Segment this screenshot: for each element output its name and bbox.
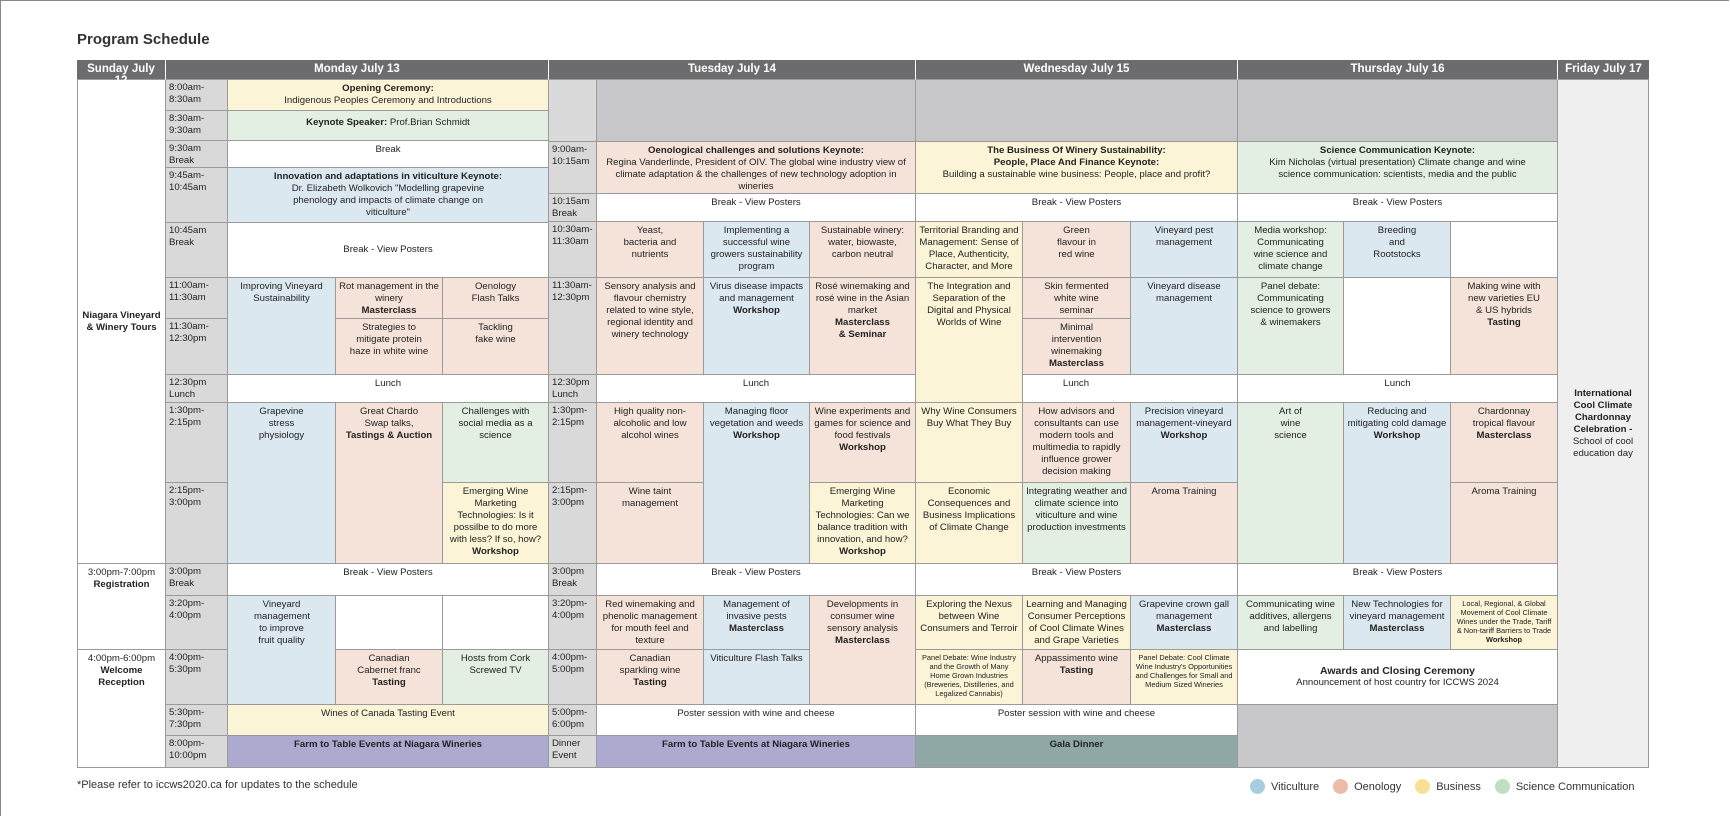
wed-business-keynote (916, 142, 1238, 194)
mon-grapevine-stress: Grapevine stress physiology (228, 403, 336, 564)
lrg-type: Workshop (1486, 635, 1522, 644)
friday-celebration (1558, 80, 1649, 768)
mon-great-chardo (336, 403, 443, 564)
mon-innovation-keynote (228, 168, 549, 223)
thu-aroma-training: Aroma Training (1451, 483, 1558, 564)
wed-aroma-training: Aroma Training (1131, 483, 1238, 564)
mon-time: 3:00pm Break (166, 564, 228, 596)
sunday-registration (77, 564, 166, 650)
page-title: Program Schedule (77, 31, 210, 48)
header-thursday: Thursday July 16 (1238, 60, 1558, 80)
mon-break: Break (228, 141, 549, 168)
tue-time: 10:15am Break (549, 194, 597, 222)
minimal-label: Minimal intervention winemaking (1051, 322, 1102, 357)
legend-label: Science Communication (1515, 780, 1635, 793)
pests-type: Masterclass (729, 623, 784, 634)
developments-label: Developments in consumer wine sensory analysis (826, 599, 899, 634)
mon-farm-to-table: Farm to Table Events at Niagara Wineries (228, 736, 549, 768)
wed-panel-debate-1: Panel Debate: Wine Industry and the Growth of Many Home Grown Industries (Breweries, Distilleries, and Legalized Cannabis) (916, 650, 1023, 705)
appassimento-type: Tasting (1059, 665, 1094, 676)
legend-item (1415, 779, 1481, 794)
chardo-type: Tastings & Auction (345, 430, 433, 441)
tue-emerging-label: Emerging Wine Marketing Technologies: Can we balance tradition with innovation, and how? (815, 486, 910, 545)
wed-empty (916, 80, 1238, 142)
tue-time: 11:30am-12:30pm (549, 278, 597, 375)
mon-time: 9:30am Break (166, 141, 228, 168)
rose-label: Rosé winemaking and rosé wine in the Asian market (815, 281, 910, 316)
mon-time: 1:30pm-2:15pm (166, 403, 228, 483)
tue-time: Dinner Event (549, 736, 597, 768)
tue-viticulture-flash: Viticulture Flash Talks (704, 650, 810, 705)
legend-swatch (1250, 779, 1265, 794)
wed-break-posters: Break - View Posters (916, 194, 1238, 222)
mon-break-posters-label: Break - View Posters (343, 244, 433, 255)
thu-making-wine (1451, 278, 1558, 375)
minimal-type: Masterclass (1049, 358, 1104, 369)
business-title-1: The Business Of Winery Sustainability: (987, 145, 1166, 156)
mon-time: 10:45am Break (166, 223, 228, 278)
keynote-speaker: Prof.Brian Schmidt (389, 117, 470, 128)
mon-break-posters (228, 223, 549, 278)
mon-time: 9:45am-10:45am (166, 168, 228, 223)
wed-economic-consequences: Economic Consequences and Business Implications of Climate Change (916, 483, 1023, 564)
wed-how-advisors: How advisors and consultants can use modern tools and multimedia to rapidly influence grower decision making (1023, 403, 1131, 483)
business-title-2: People, Place And Finance Keynote: (993, 157, 1160, 168)
thu-new-technologies (1344, 596, 1451, 650)
new-tech-label: New Technologies for vineyard management (1349, 599, 1445, 622)
tue-emerging-type: Workshop (839, 546, 886, 557)
mon-time: 8:00pm-10:00pm (166, 736, 228, 768)
tue-consumer-sensory (810, 596, 916, 705)
opening-subtitle: Indigenous Peoples Ceremony and Introductions (284, 95, 492, 106)
thu-cold-damage (1344, 403, 1451, 564)
tue-red-winemaking: Red winemaking and phenolic management for mouth feel and texture (597, 596, 704, 650)
footnote: *Please refer to iccws2020.ca for updates to the schedule (77, 779, 358, 791)
experiments-label: Wine experiments and games for science and food festivals (814, 406, 911, 441)
tue-implementing-sustainability: Implementing a successful wine growers sustainability program (704, 222, 810, 278)
rot-label: Rot management in the winery (339, 281, 439, 304)
thu-local-regional-global (1451, 596, 1558, 650)
legend-label: Business (1436, 780, 1481, 793)
mon-time: 3:20pm-4:00pm (166, 596, 228, 650)
tue-time: 1:30pm-2:15pm (549, 403, 597, 483)
mon-time: 12:30pm Lunch (166, 375, 228, 403)
tue-time-blank (549, 80, 597, 142)
precision-label: Precision vineyard management-vineyard (1136, 406, 1232, 429)
sparkling-type: Tasting (633, 677, 667, 688)
innovation-title: Innovation and adaptations in viticulture Keynote: (273, 171, 503, 182)
ccf-type: Tasting (372, 677, 406, 688)
wed-crown-gall (1131, 596, 1238, 650)
mon-lunch: Lunch (228, 375, 549, 403)
schedule-grid (77, 60, 1649, 768)
mon-time: 5:30pm-7:30pm (166, 705, 228, 736)
tue-sensory-analysis: Sensory analysis and flavour chemistry related to wine style, regional identity and winery technology (597, 278, 704, 375)
wed-vineyard-pest: Vineyard pest management (1131, 222, 1238, 278)
tue-wine-experiments (810, 403, 916, 483)
virus-type: Workshop (733, 305, 780, 316)
thu-breeding-rootstocks: Breeding and Rootstocks (1344, 222, 1451, 278)
experiments-type: Workshop (839, 442, 886, 453)
oenological-subtitle: Regina Vanderlinde, President of OIV. The global wine industry view of climate adaptation & the challenges of new technology adoption in wineries (606, 157, 906, 192)
ccf-label: Canadian Cabernet franc (357, 653, 421, 676)
legend-item (1333, 779, 1401, 794)
tue-farm-to-table: Farm to Table Events at Niagara Wineries (597, 736, 916, 768)
wed-panel-debate-2: Panel Debate: Cool Climate Wine Industry's Opportunities and Challenges for Small and Medium Sized Wineries (1131, 650, 1238, 705)
new-tech-type: Masterclass (1369, 623, 1425, 634)
tue-rose-winemaking (810, 278, 916, 375)
mon-strategies-protein: Strategies to mitigate protein haze in white wine (336, 319, 443, 375)
keynote-label: Keynote Speaker: (306, 117, 388, 128)
thu-chardonnay-tropical (1451, 403, 1558, 483)
wed-exploring-nexus: Exploring the Nexus between Wine Consumers and Terroir (916, 596, 1023, 650)
tue-yeast-bacteria: Yeast, bacteria and nutrients (597, 222, 704, 278)
cold-damage-label: Reducing and mitigating cold damage (1347, 406, 1447, 429)
thu-empty (1238, 80, 1558, 142)
wed-minimal-intervention (1023, 319, 1131, 375)
awards-title: Awards and Closing Ceremony (1319, 665, 1475, 677)
tue-time: 3:00pm Break (549, 564, 597, 596)
tue-empty (597, 80, 916, 142)
crown-gall-label: Grapevine crown gall management (1138, 599, 1230, 622)
mon-time: 8:30am-9:30am (166, 111, 228, 141)
wed-appassimento (1023, 650, 1131, 705)
tue-time: 10:30am-11:30am (549, 222, 597, 278)
opening-title: Opening Ceremony: (342, 83, 434, 94)
legend (1250, 779, 1634, 794)
mon-wines-of-canada: Wines of Canada Tasting Event (228, 705, 549, 736)
mon-cabernet-franc (336, 650, 443, 705)
legend-swatch (1415, 779, 1430, 794)
tue-wine-taint: Wine taint management (597, 483, 704, 564)
header-friday: Friday July 17 (1558, 60, 1649, 80)
thu-art-of-wine-science: Art of wine science (1238, 403, 1344, 564)
wed-integrating-weather: Integrating weather and climate science into viticulture and wine production investments (1023, 483, 1131, 564)
tue-time: 4:00pm-5:00pm (549, 650, 597, 705)
legend-label: Oenology (1354, 780, 1402, 793)
thu-break-posters: Break - View Posters (1238, 194, 1558, 222)
registration-time: 3:00pm-7:00pm (87, 567, 156, 578)
tue-time: 5:00pm-6:00pm (549, 705, 597, 736)
thu-empty-evening (1238, 705, 1558, 768)
thu-awards-closing (1238, 650, 1558, 705)
science-title: Science Communication Keynote: (1319, 145, 1476, 156)
mon-opening-ceremony (228, 80, 549, 111)
legend-swatch (1333, 779, 1348, 794)
crown-gall-type: Masterclass (1156, 623, 1212, 634)
mon-improving-vineyard: Improving Vineyard Sustainability (228, 278, 336, 375)
tue-poster-session: Poster session with wine and cheese (597, 705, 916, 736)
tue-lunch: Lunch (597, 375, 916, 403)
rose-type: Masterclass & Seminar (835, 317, 890, 340)
thu-science-keynote (1238, 142, 1558, 194)
mon-time: 8:00am-8:30am (166, 80, 228, 111)
chardonnay-label: Chardonnay tropical flavour (1472, 406, 1536, 429)
awards-subtitle: Announcement of host country for ICCWS 2024 (1296, 677, 1499, 688)
wed-skin-fermented: Skin fermented white wine seminar (1023, 278, 1131, 319)
tue-virus-disease (704, 278, 810, 375)
sunday-tours-label: Niagara Vineyard & Winery Tours (82, 309, 161, 333)
wed-break-posters-2: Break - View Posters (916, 564, 1238, 596)
mon-time: 11:30am-12:30pm (166, 319, 228, 375)
making-wine-label: Making wine with new varieties EU & US hybrids (1467, 281, 1541, 316)
mon-hosts-corkscrewed: Hosts from Cork Screwed TV (443, 650, 549, 705)
floor-label: Managing floor vegetation and weeds (709, 406, 804, 429)
sunday-tours (77, 80, 166, 564)
wed-precision-vineyard (1131, 403, 1238, 483)
tue-time: 2:15pm-3:00pm (549, 483, 597, 564)
wed-gala-dinner: Gala Dinner (916, 736, 1238, 768)
tue-sustainable-winery: Sustainable winery: water, biowaste, carbon neutral (810, 222, 916, 278)
innovation-subtitle: Dr. Elizabeth Wolkovich "Modelling grapevine phenology and impacts of climate change on viticulture" (291, 183, 485, 218)
mon-tackling-fake: Tackling fake wine (443, 319, 549, 375)
mon-rot-management (336, 278, 443, 319)
tue-break-posters: Break - View Posters (597, 194, 916, 222)
thu-lunch: Lunch (1238, 375, 1558, 403)
mon-time: 4:00pm-5:30pm (166, 650, 228, 705)
wed-green-flavour: Green flavour in red wine (1023, 222, 1131, 278)
virus-label: Virus disease impacts and management (709, 281, 804, 304)
thu-media-workshop: Media workshop: Communicating wine science and climate change (1238, 222, 1344, 278)
legend-label: Viticulture (1271, 780, 1320, 793)
precision-type: Workshop (1160, 430, 1208, 441)
sparkling-label: Canadian sparkling wine (619, 653, 681, 676)
header-sunday: Sunday July (77, 60, 166, 80)
emerging-type: Workshop (472, 546, 519, 557)
sunday-welcome (77, 650, 166, 768)
welcome-label: Welcome Reception (98, 665, 145, 688)
header-wednesday: Wednesday July 15 (916, 60, 1238, 80)
wed-vineyard-disease: Vineyard disease management (1131, 278, 1238, 375)
rot-type: Masterclass (361, 305, 417, 316)
tue-time: 12:30pm Lunch (549, 375, 597, 403)
mon-time: 11:00am-11:30am (166, 278, 228, 319)
business-subtitle: Building a sustainable wine business: People, place and profit? (942, 169, 1211, 180)
thu-communicating-additives: Communicating wine additives, allergens and labelling (1238, 596, 1344, 650)
mon-vineyard-management: Vineyard management to improve fruit quality (228, 596, 336, 705)
chardonnay-type: Masterclass (1476, 430, 1532, 441)
mon-break-posters-2: Break - View Posters (228, 564, 549, 596)
pests-label: Management of invasive pests (723, 599, 790, 622)
thu-break-posters-2: Break - View Posters (1238, 564, 1558, 596)
tue-managing-floor (704, 403, 810, 564)
mon-emerging-marketing (443, 483, 549, 564)
mon-time: 2:15pm-3:00pm (166, 483, 228, 564)
floor-type: Workshop (733, 430, 780, 441)
mon-keynote-speaker (228, 111, 549, 141)
registration-label: Registration (93, 579, 150, 590)
wed-learning-managing: Learning and Managing Consumer Perceptions of Cool Climate Wines and Grape Varieties (1023, 596, 1131, 650)
appassimento-label: Appassimento wine (1034, 653, 1119, 664)
making-wine-type: Tasting (1487, 317, 1521, 328)
science-subtitle: Kim Nicholas (virtual presentation) Climate change and wine science communication: scientists, media and the public (1269, 157, 1526, 180)
mon-oenology-flash: Oenology Flash Talks (443, 278, 549, 319)
legend-item (1495, 779, 1635, 794)
lrg-label: Local, Regional, & Global Movement of Cool Climate Wines under the Trade, Tariff & Non-tariff Barriers to Trade (1456, 599, 1552, 635)
header-tuesday: Tuesday July 14 (549, 60, 916, 80)
mon-empty (443, 596, 549, 650)
legend-item (1250, 779, 1319, 794)
tue-invasive-pests (704, 596, 810, 650)
tue-emerging-marketing (810, 483, 916, 564)
legend-swatch (1495, 779, 1510, 794)
friday-line-4: Celebration - (1573, 423, 1633, 435)
wed-poster-session: Poster session with wine and cheese (916, 705, 1238, 736)
developments-type: Masterclass (835, 635, 890, 646)
tue-break-posters-2: Break - View Posters (597, 564, 916, 596)
friday-line-3: Chardonnay (1575, 411, 1631, 423)
tue-time: 9:00am-10:15am (549, 142, 597, 194)
wed-why-consumers: Why Wine Consumers Buy What They Buy (916, 403, 1023, 483)
friday-line-1: International (1574, 387, 1632, 399)
thu-panel-debate: Panel debate: Communicating science to growers & winemakers (1238, 278, 1344, 375)
cold-damage-type: Workshop (1373, 430, 1421, 441)
mon-challenges-social: Challenges with social media as a science (443, 403, 549, 483)
wed-integration-digital: The Integration and Separation of the Digital and Physical Worlds of Wine (916, 278, 1023, 403)
tue-canadian-sparkling (597, 650, 704, 705)
mon-empty (336, 596, 443, 650)
welcome-time: 4:00pm-6:00pm (87, 653, 156, 664)
header-monday: Monday July 13 (166, 60, 549, 80)
friday-line-5: School of cool education day (1572, 435, 1634, 459)
tue-high-quality-nonalc: High quality non-alcoholic and low alcohol wines (597, 403, 704, 483)
oenological-title: Oenological challenges and solutions Keynote: (648, 145, 864, 156)
emerging-label: Emerging Wine Marketing Technologies: Is it possilbe to do more with less? If so, how? (449, 486, 542, 545)
thu-empty-slot (1344, 278, 1451, 375)
tue-time: 3:20pm-4:00pm (549, 596, 597, 650)
friday-line-2: Cool Climate (1573, 399, 1633, 411)
tue-oenological-keynote (597, 142, 916, 194)
wed-lunch: Lunch (1023, 375, 1238, 403)
chardo-label: Great Chardo Swap talks, (359, 406, 419, 429)
thu-empty-slot (1451, 222, 1558, 278)
wed-territorial-branding: Territorial Branding and Management: Sense of Place, Authenticity, Character, and More (916, 222, 1023, 278)
